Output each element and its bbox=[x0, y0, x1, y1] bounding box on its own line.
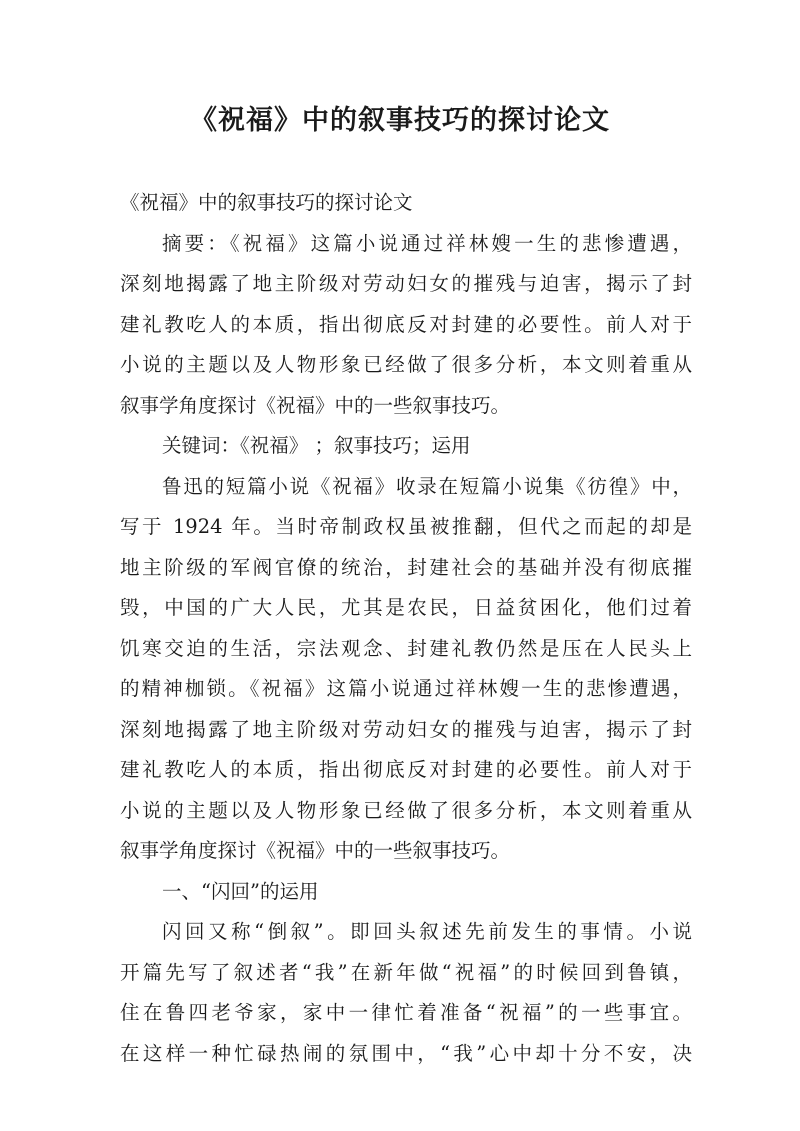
body-line-paragraph-start: 鲁迅的短篇小说《祝福》收录在短篇小说集《彷徨》中， bbox=[162, 474, 692, 498]
body-line: 叙事学角度探讨《祝福》中的一些叙事技巧。 bbox=[120, 839, 511, 862]
body-line: 建礼教吃人的本质，指出彻底反对封建的必要性。前人对于 bbox=[120, 758, 692, 781]
body-line: 毁，中国的广大人民，尤其是农民，日益贫困化，他们过着 bbox=[120, 596, 692, 619]
body-line: 小说的主题以及人物形象已经做了很多分析，本文则着重从 bbox=[120, 798, 692, 822]
body-line: 深刻地揭露了地主阶级对劳动妇女的摧残与迫害，揭示了封 bbox=[120, 717, 692, 741]
body-line: 住在鲁四老爷家，家中一律忙着准备“祝福”的一些事宜。 bbox=[120, 1001, 692, 1024]
body-line: 饥寒交迫的生活，宗法观念、封建礼教仍然是压在人民头上 bbox=[120, 636, 692, 660]
body-line: 建礼教吃人的本质，指出彻底反对封建的必要性。前人对于 bbox=[120, 312, 692, 336]
body-line: 在这样一种忙碌热闹的氛围中，“我”心中却十分不安，决 bbox=[120, 1041, 692, 1065]
document-title: 《祝福》中的叙事技巧的探讨论文 bbox=[190, 105, 610, 136]
body-line-paragraph-start: 闪回又称“倒叙”。即回头叙述先前发生的事情。小说 bbox=[162, 920, 692, 943]
body-line: 写于 1924 年。当时帝制政权虽被推翻，但代之而起的却是 bbox=[120, 515, 692, 538]
body-line: 小说的主题以及人物形象已经做了很多分析，本文则着重从 bbox=[120, 353, 692, 376]
body-line: 地主阶级的军阀官僚的统治，封建社会的基础并没有彻底摧 bbox=[120, 555, 692, 579]
section-heading: 一、“闪回”的运用 bbox=[162, 879, 319, 903]
body-line-keywords: 关键词：《祝福》 ；叙事技巧；运用 bbox=[162, 434, 471, 457]
document-body bbox=[120, 183, 692, 1074]
body-line: 叙事学角度探讨《祝福》中的一些叙事技巧。 bbox=[120, 393, 511, 417]
body-line: 开篇先写了叙述者“我”在新年做“祝福”的时候回到鲁镇， bbox=[120, 960, 692, 984]
body-line-abstract-start: 摘要：《祝福》这篇小说通过祥林嫂一生的悲惨遭遇， bbox=[162, 231, 692, 255]
body-line: 的精神枷锁。《祝福》这篇小说通过祥林嫂一生的悲惨遭遇， bbox=[120, 677, 692, 700]
body-line: 深刻地揭露了地主阶级对劳动妇女的摧残与迫害，揭示了封 bbox=[120, 272, 692, 295]
body-line-subtitle: 《祝福》中的叙事技巧的探讨论文 bbox=[120, 191, 413, 214]
